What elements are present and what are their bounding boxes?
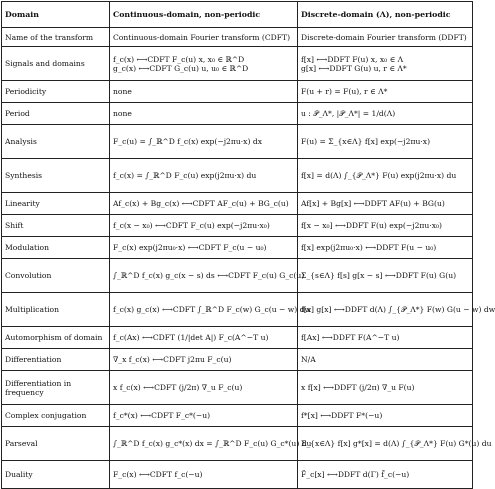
- continuous-cell: ∇_x f_c(x) ⟷CDFT j2πu F_c(u): [110, 349, 298, 371]
- table-row: [2, 125, 473, 159]
- table-header-row: [2, 2, 473, 28]
- discrete-cell: f[Ax] ⟷DDFT F(A^−T u): [298, 327, 473, 349]
- property-name: Shift: [2, 215, 110, 237]
- property-name: Automorphism of domain: [2, 327, 110, 349]
- continuous-cell: [110, 47, 298, 81]
- table-row: [2, 427, 473, 461]
- property-name: Period: [2, 103, 110, 125]
- continuous-cell: f_c(x) g_c(x) ⟷CDFT ∫_ℝ^D F_c(w) G_c(u − w) dw: [110, 293, 298, 327]
- cell-line: g[x] ⟷DDFT G(u) u, r ∈ Λ*: [301, 63, 407, 73]
- discrete-cell: [298, 47, 473, 81]
- discrete-cell: F(u + r) = F(u), r ∈ Λ*: [298, 81, 473, 103]
- property-name: Convolution: [2, 259, 110, 293]
- continuous-cell: ∫_ℝ^D f_c(x) g_c(x − s) ds ⟷CDFT F_c(u) G_c(u): [110, 259, 298, 293]
- property-name: Synthesis: [2, 159, 110, 193]
- discrete-cell: Σ_{s∈Λ} f[s] g[x − s] ⟷DDFT F(u) G(u): [298, 259, 473, 293]
- table-row: [2, 159, 473, 193]
- continuous-cell: none: [110, 103, 298, 125]
- cell-line: f_c(x) ⟷CDFT F_c(u) x, x₀ ∈ ℝ^D: [113, 54, 245, 64]
- continuous-cell: x f_c(x) ⟷CDFT (j/2π) ∇_u F_c(u): [110, 371, 298, 405]
- table-row: [2, 405, 473, 427]
- table-row: [2, 28, 473, 47]
- table-row: [2, 259, 473, 293]
- continuous-cell: F_c(x) ⟷CDFT f_c(−u): [110, 461, 298, 489]
- discrete-cell: f[x] = d(Λ) ∫_{𝒫_Λ*} F(u) exp(j2πu·x) du: [298, 159, 473, 193]
- property-name: Linearity: [2, 193, 110, 215]
- discrete-cell: x f[x] ⟷DDFT (j/2π) ∇_u F(u): [298, 371, 473, 405]
- header-discrete: Discrete-domain (Λ), non-periodic: [298, 2, 473, 28]
- header-domain: Domain: [2, 2, 110, 28]
- continuous-cell: Continuous-domain Fourier transform (CDFT): [110, 28, 298, 47]
- continuous-cell: f_c*(x) ⟷CDFT F_c*(−u): [110, 405, 298, 427]
- table-row: [2, 193, 473, 215]
- discrete-cell: f*[x] ⟷DDFT F*(−u): [298, 405, 473, 427]
- discrete-cell: Σ_{x∈Λ} f[x] g*[x] = d(Λ) ∫_{𝒫_Λ*} F(u) G*(u) du: [298, 427, 473, 461]
- discrete-cell: N/A: [298, 349, 473, 371]
- property-name: Periodicity: [2, 81, 110, 103]
- property-name: Analysis: [2, 125, 110, 159]
- property-name: Parseval: [2, 427, 110, 461]
- property-name: Differentiation: [2, 349, 110, 371]
- table-row: [2, 81, 473, 103]
- property-name: Name of the transform: [2, 28, 110, 47]
- continuous-cell: F_c(u) = ∫_ℝ^D f_c(x) exp(−j2πu·x) dx: [110, 125, 298, 159]
- discrete-cell: f[x] g[x] ⟷DDFT d(Λ) ∫_{𝒫_Λ*} F(w) G(u − w) dw: [298, 293, 473, 327]
- discrete-cell: Discrete-domain Fourier transform (DDFT): [298, 28, 473, 47]
- continuous-cell: f_c(x − x₀) ⟷CDFT F_c(u) exp(−j2πu·x₀): [110, 215, 298, 237]
- discrete-cell: F(u) = Σ_{x∈Λ} f[x] exp(−j2πu·x): [298, 125, 473, 159]
- discrete-cell: Af[x] + Bg[x] ⟷DDFT AF(u) + BG(u): [298, 193, 473, 215]
- table-row: [2, 47, 473, 81]
- property-name: Signals and domains: [2, 47, 110, 81]
- discrete-cell: u : 𝒫_Λ*, |𝒫_Λ*| = 1/d(Λ): [298, 103, 473, 125]
- property-name: Differentiation in frequency: [2, 371, 110, 405]
- table-row: [2, 293, 473, 327]
- table-row: [2, 371, 473, 405]
- discrete-cell: F̃_c[x] ⟷DDFT d(Γ) f̃_c(−u): [298, 461, 473, 489]
- table-row: [2, 237, 473, 259]
- property-name: Modulation: [2, 237, 110, 259]
- continuous-cell: none: [110, 81, 298, 103]
- cell-line: f[x] ⟷DDFT F(u) x, x₀ ∈ Λ: [301, 54, 404, 64]
- continuous-cell: f_c(x) = ∫_ℝ^D F_c(u) exp(j2πu·x) du: [110, 159, 298, 193]
- property-name: Multiplication: [2, 293, 110, 327]
- table-row: [2, 327, 473, 349]
- continuous-cell: ∫_ℝ^D f_c(x) g_c*(x) dx = ∫_ℝ^D F_c(u) G_c*(u) du: [110, 427, 298, 461]
- table-row: [2, 215, 473, 237]
- header-continuous: Continuous-domain, non-periodic: [110, 2, 298, 28]
- continuous-cell: f_c(Ax) ⟷CDFT (1/|det A|) F_c(A^−T u): [110, 327, 298, 349]
- property-name: Duality: [2, 461, 110, 489]
- table-row: [2, 349, 473, 371]
- continuous-cell: F_c(x) exp(j2πu₀·x) ⟷CDFT F_c(u − u₀): [110, 237, 298, 259]
- table-row: [2, 103, 473, 125]
- cell-line: g_c(x) ⟷CDFT G_c(u) u, u₀ ∈ ℝ^D: [113, 63, 249, 73]
- discrete-cell: f[x − x₀] ⟷DDFT F(u) exp(−j2πu·x₀): [298, 215, 473, 237]
- property-name: Complex conjugation: [2, 405, 110, 427]
- continuous-cell: Af_c(x) + Bg_c(x) ⟷CDFT AF_c(u) + BG_c(u): [110, 193, 298, 215]
- discrete-cell: f[x] exp(j2πu₀·x) ⟷DDFT F(u − u₀): [298, 237, 473, 259]
- table-row: [2, 461, 473, 489]
- fourier-properties-table: [1, 1, 495, 489]
